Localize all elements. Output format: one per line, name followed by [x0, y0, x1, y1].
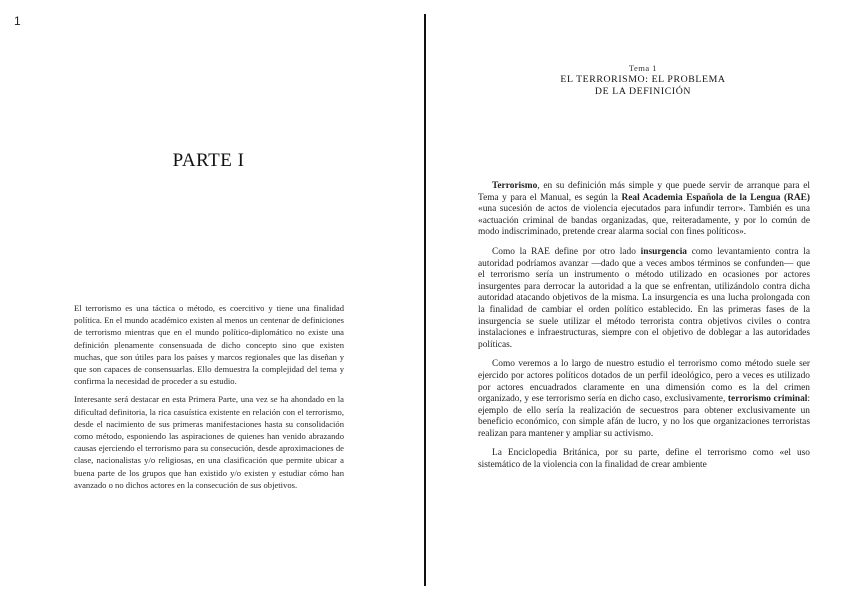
paragraph-text: Como la RAE define por otro lado	[492, 246, 641, 257]
book-spine-divider	[424, 14, 426, 586]
chapter-header	[478, 63, 808, 97]
part-title: PARTE I	[172, 150, 245, 171]
right-paragraph	[478, 359, 810, 440]
left-page-body	[74, 302, 344, 497]
left-paragraph: El terrorismo es una táctica o método, es coercitivo y tiene una finalidad política. En el mundo académico existen al menos un centenar de definiciones de terrorismo mientras que en el mundo político-diplomático no existe una definición plenamente consensuada de dicho concepto sino que existen muchas, que son útiles para los países y marcos regionales que las diseñan y que son capaces de consensuarlas. Ello demuestra la complejidad del tema y confirma la necesidad de proceder a su estudio.	[74, 303, 344, 387]
paragraph-text: : ejemplo de ello sería la realización de secuestros para obtener exclusivamente un beneficio económico, con simple afán de lucro, y no los que organizaciones terroristas realizan para mantener y ampliar su activismo.	[478, 394, 810, 439]
paragraph-text: «una sucesión de actos de violencia ejecutados para infundir terror». También es una «actuación criminal de bandas organizadas, que, reiteradamente, y por lo común de modo indiscriminado, pretende crear alarma social con fines políticos».	[478, 204, 810, 238]
term-bold: Real Academia Española de la Lengua (RAE)	[621, 192, 810, 203]
term-bold: terrorismo criminal	[727, 394, 808, 405]
chapter-title	[478, 74, 808, 97]
right-paragraph	[478, 181, 810, 239]
right-page-body	[478, 181, 810, 480]
chapter-title-line: DE LA DEFINICIÓN	[594, 85, 692, 97]
paragraph-text: como levantamiento contra la autoridad podríamos avanzar —dado que a veces ambos términos se confunden— que el terrorismo sería un instrumento o método utilizado en ocasiones por actores insurgentes para derrocar la autoridad a la que se enfrentan, utilizándolo contra dicha autoridad atacando objetivos de la misma. La insurgencia es una lucha prolongada con la finalidad de cambiar el orden político establecido. En las primeras fases de la insurgencia se suele utilizar el método terrorista contra objetivos civiles o contra instalaciones e infraestructuras, siempre con el objetivo de doblegar a las autoridades políticas.	[478, 246, 810, 350]
chapter-title-line: EL TERRORISMO: EL PROBLEMA	[560, 74, 726, 85]
paragraph-text: Como veremos a lo largo de nuestro estudio el terrorismo como método suele ser ejercido por actores políticos dotados de un perfil ideológico, pero a veces es utilizado por actores encuadrados claramente en una dimensión como es la del crimen organizado, y ese terrorismo sería en dicho caso, exclusivamente,	[478, 359, 810, 405]
right-paragraph: La Enciclopedia Británica, por su parte, define el terrorismo como «el uso sistemático de la violencia con la finalidad de crear ambiente	[478, 448, 810, 471]
paragraph-text: , en su definición más simple y que puede servir de arranque para el Tema y para el Manual, es según la	[478, 181, 810, 203]
term-bold: Terrorismo	[492, 181, 538, 191]
chapter-label: Tema 1	[628, 63, 658, 73]
page-number: 1	[14, 14, 21, 28]
term-bold: insurgencia	[640, 246, 687, 257]
right-paragraph	[478, 247, 810, 351]
left-paragraph: Interesante será destacar en esta Primera Parte, una vez se ha ahondado en la dificultad definitoria, la rica casuística existente en relación con el terrorismo, desde el nacimiento de sus primeras manifestaciones hasta su consolidación como método, esponiendo las aspiraciones de quienes han venido abrazando causas ejerciendo el terrorismo para su consecución, desde aproximaciones de clase, nacionalistas y/o religiosas, en una clasificación que permite ubicar a buena parte de los grupos que han existido y/o existen y estudiar cómo han avanzado o no dichos actores en la consecución de sus objetivos.	[74, 394, 344, 490]
